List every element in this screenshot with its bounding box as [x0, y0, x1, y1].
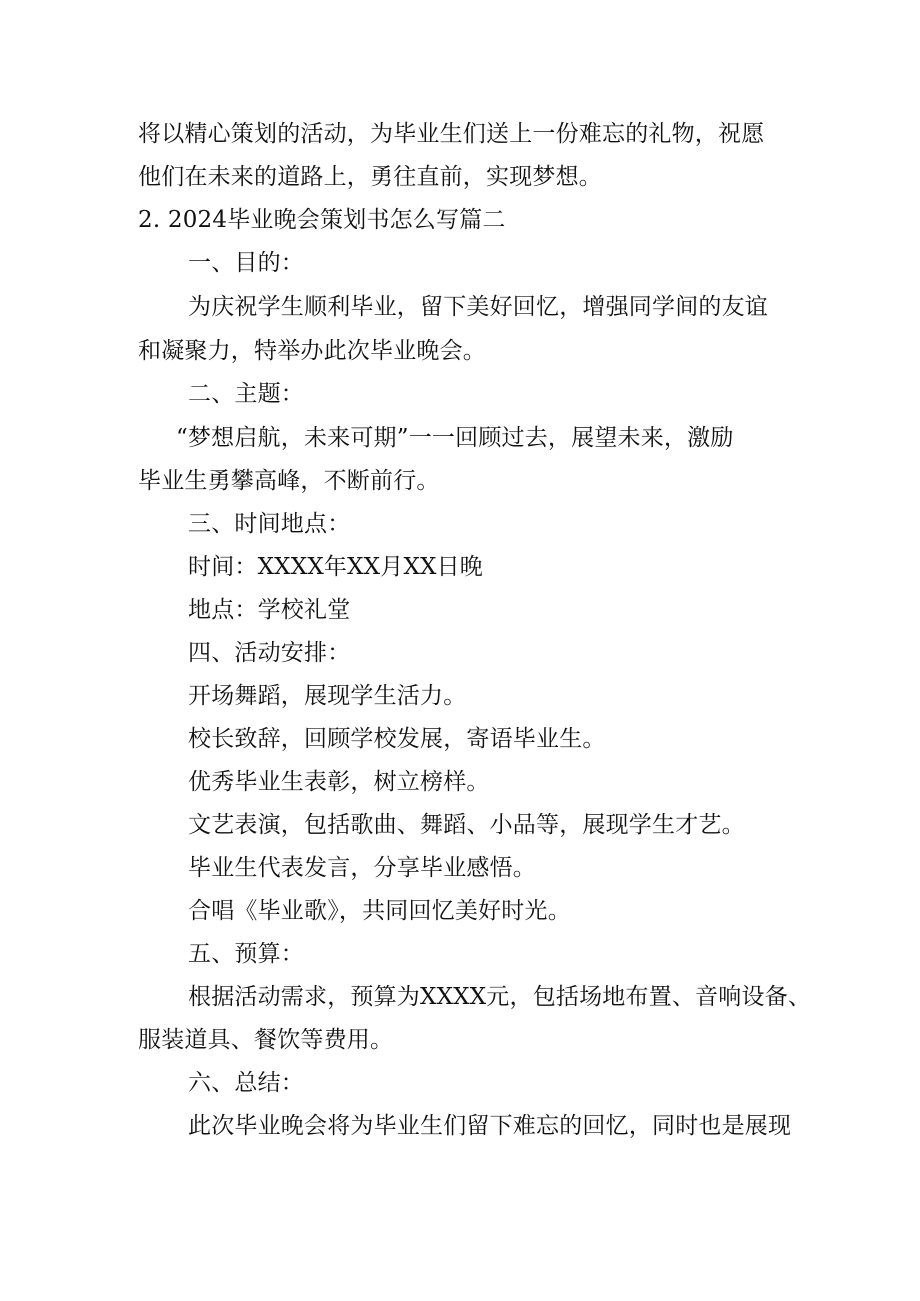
- schedule-item: 合唱《毕业歌》，共同回忆美好时光。: [188, 898, 571, 924]
- paragraph-line: 根据活动需求，预算为XXXX元，包括场地布置、音响设备、: [188, 984, 812, 1010]
- paragraph-line: 此次毕业晚会将为毕业生们留下难忘的回忆，同时也是展现: [188, 1113, 792, 1139]
- section-title-purpose: 一、目的：: [188, 250, 304, 276]
- section-title-theme: 二、主题：: [188, 381, 304, 407]
- paragraph-line: 为庆祝学生顺利毕业，留下美好回忆，增强同学间的友谊: [188, 294, 768, 320]
- paragraph-line: 他们在未来的道路上，勇往直前，实现梦想。: [138, 164, 602, 190]
- schedule-item: 校长致辞，回顾学校发展，寄语毕业生。: [188, 726, 606, 752]
- paragraph-line: 服装道具、餐饮等费用。: [138, 1027, 394, 1053]
- section-title-schedule: 四、活动安排：: [188, 640, 351, 666]
- time-line: 时间：XXXX年XX月XX日晚: [188, 554, 483, 580]
- paragraph-line: 和凝聚力，特举办此次毕业晚会。: [138, 338, 486, 364]
- paragraph-line: 将以精心策划的活动，为毕业生们送上一份难忘的礼物，祝愿: [138, 121, 765, 147]
- section-title-budget: 五、预算：: [188, 941, 304, 967]
- place-line: 地点：学校礼堂: [188, 597, 351, 623]
- paragraph-line: 毕业生勇攀高峰，不断前行。: [138, 468, 440, 494]
- section-heading: 2. 2024毕业晚会策划书怎么写篇二: [138, 207, 506, 233]
- section-title-summary: 六、总结：: [188, 1070, 304, 1096]
- schedule-item: 毕业生代表发言，分享毕业感悟。: [188, 855, 536, 881]
- schedule-item: 开场舞蹈，展现学生活力。: [188, 683, 467, 709]
- section-title-time-place: 三、时间地点：: [188, 511, 351, 537]
- schedule-item: 优秀毕业生表彰，树立榜样。: [188, 769, 490, 795]
- schedule-item: 文艺表演，包括歌曲、舞蹈、小品等，展现学生才艺。: [188, 812, 745, 838]
- paragraph-line: “梦想启航，未来可期”一一回顾过去，展望未来，激励: [176, 425, 734, 451]
